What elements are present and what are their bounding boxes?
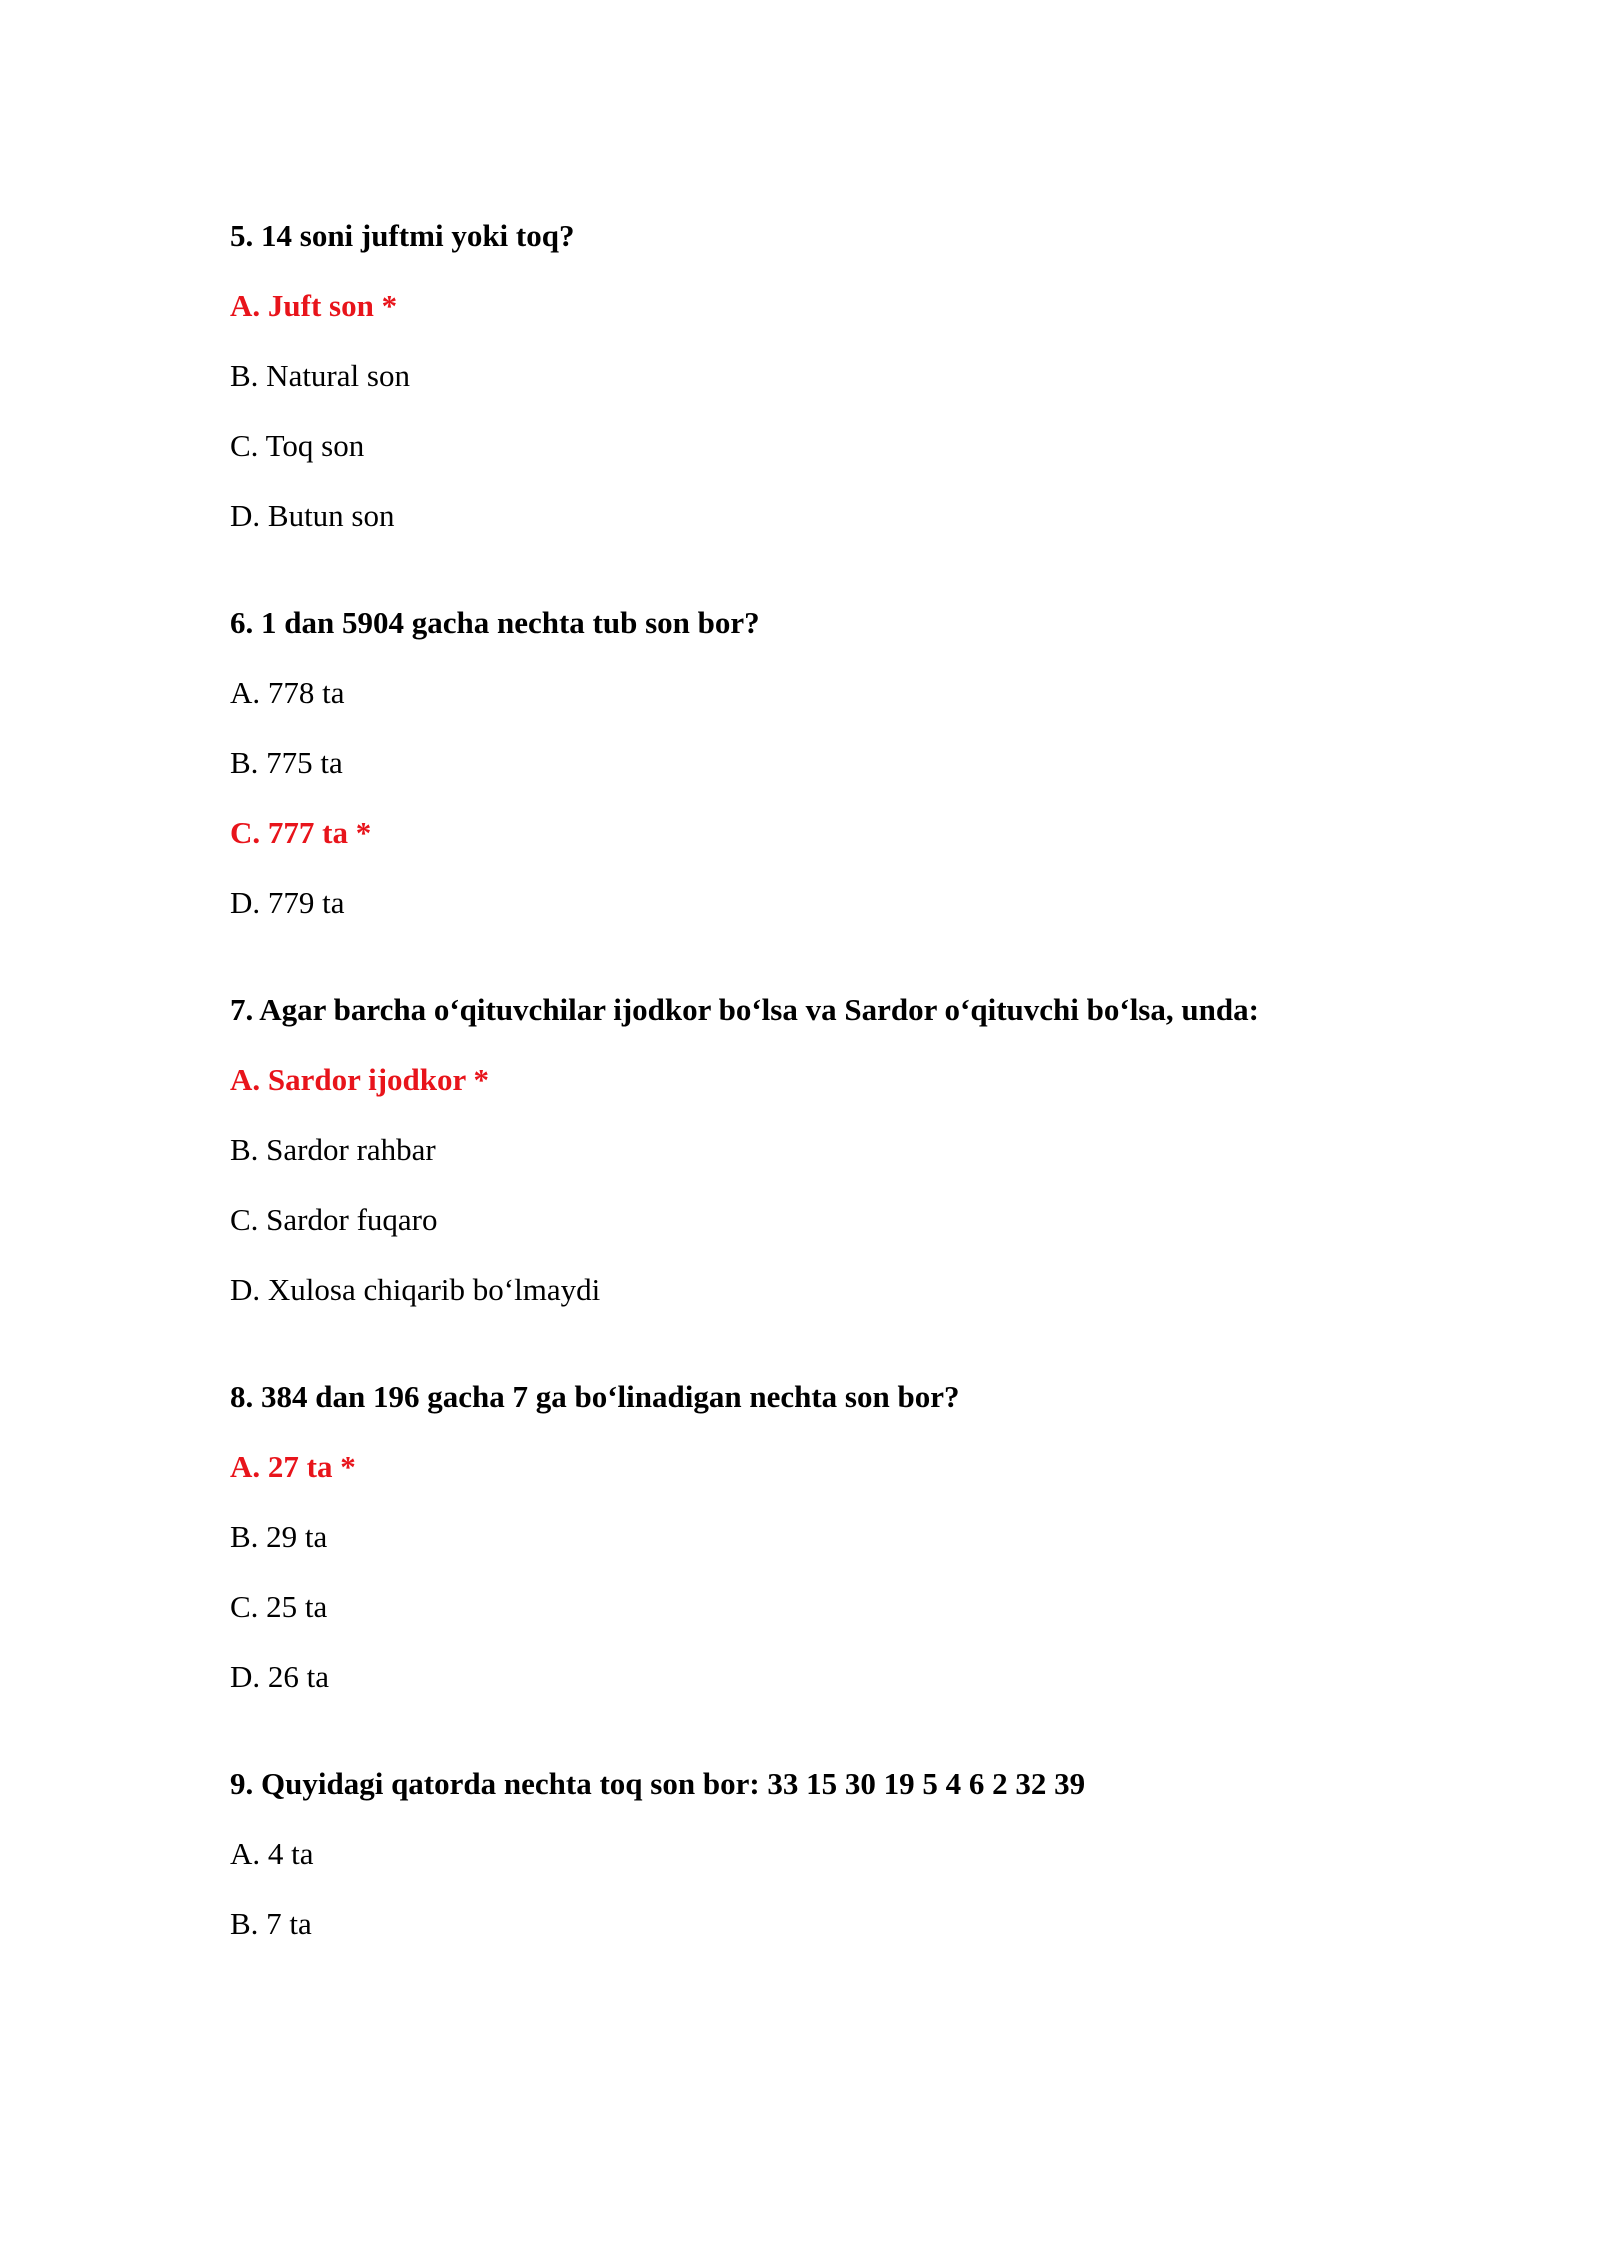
option: D. 779 ta <box>230 885 345 920</box>
question-text: 6. 1 dan 5904 gacha nechta tub son bor? <box>230 605 760 640</box>
option: B. Natural son <box>230 358 410 393</box>
option: B. Sardor rahbar <box>230 1132 436 1167</box>
option: C. Toq son <box>230 428 365 463</box>
option: A. 778 ta <box>230 675 345 710</box>
question-text: 9. Quyidagi qatorda nechta toq son bor: 33 15 30 19 5 4 6 2 32 39 <box>230 1766 1086 1801</box>
question-9 <box>230 1766 1430 1941</box>
option: C. Sardor fuqaro <box>230 1202 438 1237</box>
option-correct: A. Juft son * <box>230 288 398 323</box>
question-text: 7. Agar barcha o‘qituvchilar ijodkor bo‘lsa va Sardor o‘qituvchi bo‘lsa, unda: <box>230 992 1259 1027</box>
option: D. Xulosa chiqarib bo‘lmaydi <box>230 1272 601 1307</box>
option: D. 26 ta <box>230 1659 330 1694</box>
option: B. 7 ta <box>230 1906 312 1941</box>
option-correct: C. 777 ta * <box>230 815 372 850</box>
option-correct: A. 27 ta * <box>230 1449 356 1484</box>
option: B. 775 ta <box>230 745 343 780</box>
question-8 <box>230 1379 1430 1694</box>
option: B. 29 ta <box>230 1519 328 1554</box>
option: C. 25 ta <box>230 1589 328 1624</box>
option: D. Butun son <box>230 498 395 533</box>
option-correct: A. Sardor ijodkor * <box>230 1062 489 1097</box>
question-7 <box>230 992 1430 1307</box>
question-text: 5. 14 soni juftmi yoki toq? <box>230 218 575 253</box>
question-text: 8. 384 dan 196 gacha 7 ga bo‘linadigan nechta son bor? <box>230 1379 960 1414</box>
question-5 <box>230 218 1430 533</box>
question-list <box>230 218 1430 2013</box>
option: A. 4 ta <box>230 1836 314 1871</box>
question-6 <box>230 605 1430 920</box>
